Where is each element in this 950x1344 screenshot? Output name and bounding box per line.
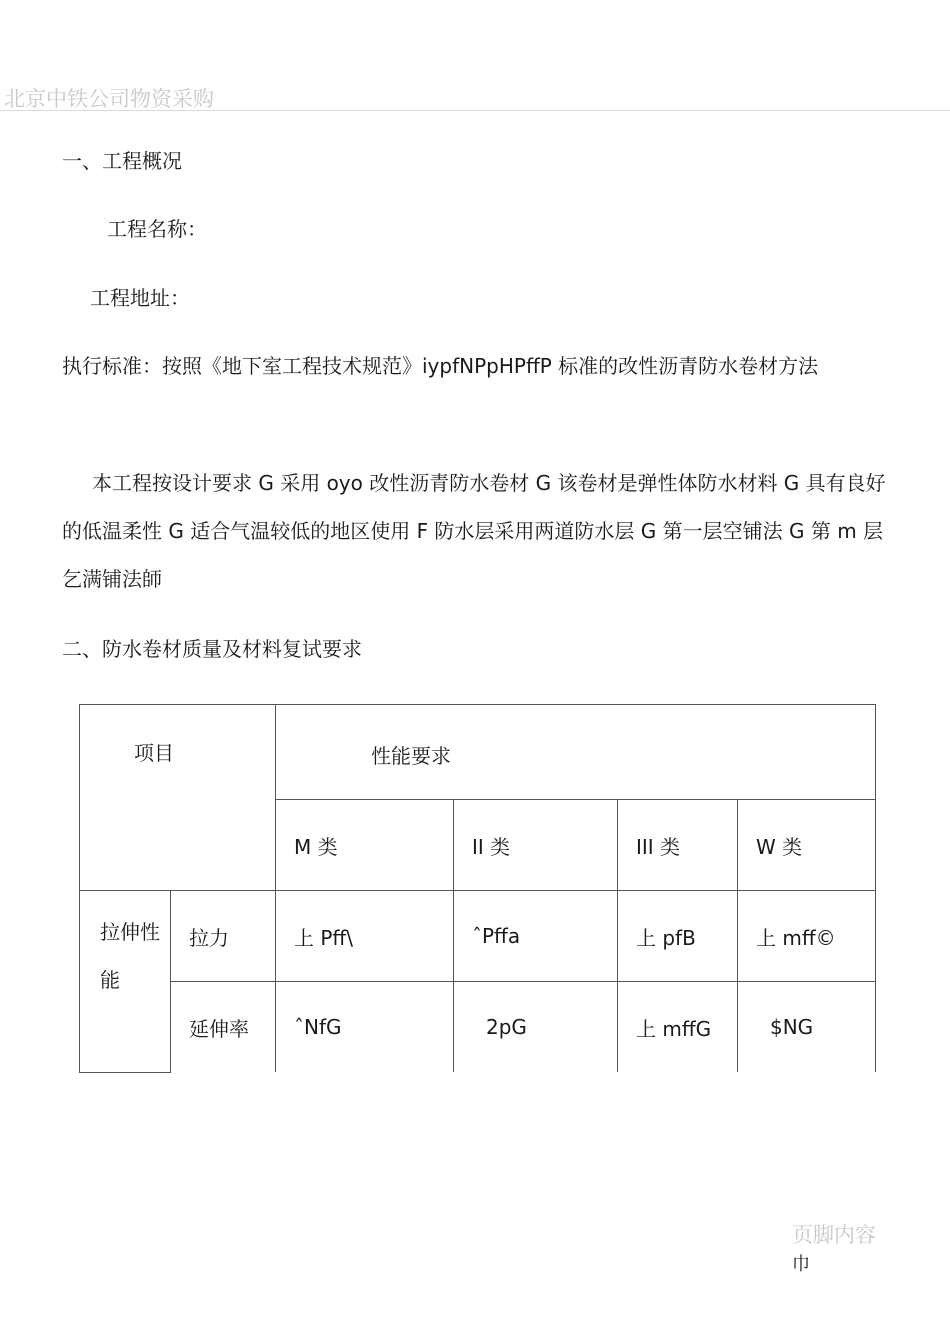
footer-label: 页脚内容 [792, 1223, 876, 1247]
standard-paragraph: 执行标准：按照《地下室工程技术规范》iypfNPpHPffP 标准的改性沥青防水卷材方法 [62, 354, 819, 378]
column-header: III 类 [618, 800, 738, 891]
tensile-group-cell [80, 891, 171, 1073]
column-header: M 类 [276, 800, 454, 891]
item-header-cell [80, 705, 276, 891]
row-label: 拉力 [171, 891, 276, 982]
table-cell: ˆNfG [276, 982, 454, 1073]
row-label: 延伸率 [171, 982, 276, 1073]
header-divider [0, 110, 950, 111]
description-paragraph: 本工程按设计要求 G 采用 oyo 改性沥青防水卷材 G 该卷材是弹性体防水材料 G 具有良好的低温柔性 G 适合气温较低的地区使用 F 防水层采用两道防水层 G 第一层空铺法 G 第 m 层乞满铺法師 [62, 471, 886, 591]
section-heading-overview: 一、工程概况 [62, 149, 182, 173]
footer-page-mark: 巾 [792, 1254, 810, 1275]
project-name-label: 工程名称： [107, 217, 207, 241]
header-company: 北京中铁公司物资采购 [4, 87, 214, 111]
table-cell: 上 Pff\ [276, 891, 454, 982]
table-cell: 上 pfB [618, 891, 738, 982]
table-cell: 2pG [454, 982, 618, 1073]
tensile-group-label-tail: 能 [100, 968, 120, 992]
column-header: W 类 [738, 800, 876, 891]
section-heading-quality: 二、防水卷材质量及材料复试要求 [62, 637, 362, 661]
column-header: II 类 [454, 800, 618, 891]
performance-header: 性能要求 [371, 743, 451, 768]
spec-table [79, 704, 876, 1073]
table-cell: $NG [738, 982, 876, 1073]
tensile-group-label: 拉伸性 [100, 920, 160, 944]
performance-header-cell [276, 705, 876, 800]
project-address-label: 工程地址： [90, 286, 190, 310]
table-cell: 上 mffG [618, 982, 738, 1073]
table-cell: 上 mff© [738, 891, 876, 982]
table-cell: ˆPffa [454, 891, 618, 982]
item-header: 项目 [134, 741, 174, 765]
